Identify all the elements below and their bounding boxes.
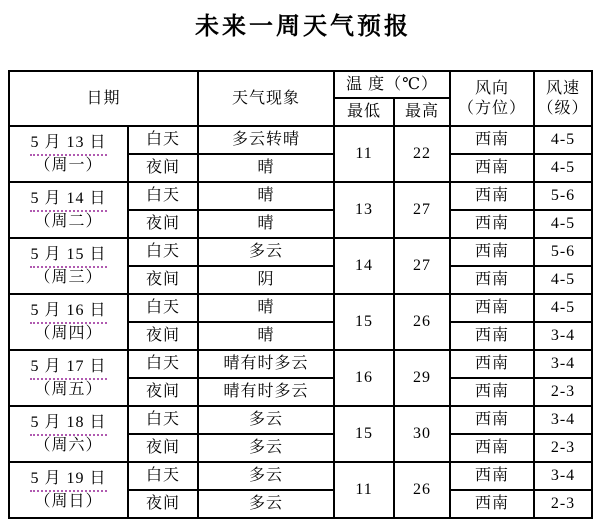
day-wind-speed: 4-5	[534, 126, 592, 154]
temp-max-value: 27	[394, 182, 450, 238]
night-wind-speed: 2-3	[534, 378, 592, 406]
period-night-label: 夜间	[128, 490, 198, 518]
period-day-label: 白天	[128, 238, 198, 266]
temp-max-value: 26	[394, 462, 450, 518]
table-row-day	[9, 350, 592, 378]
header-temp-max: 最高	[394, 98, 450, 126]
header-wind-direction-line2: （方位）	[458, 99, 527, 117]
weekday-text: （周五）	[34, 380, 103, 398]
day-weather: 晴有时多云	[198, 350, 334, 378]
period-day-label: 白天	[128, 462, 198, 490]
night-wind-direction: 西南	[450, 154, 534, 182]
day-wind-speed: 5-6	[534, 182, 592, 210]
date-cell	[9, 126, 128, 182]
day-wind-speed: 3-4	[534, 462, 592, 490]
night-weather: 多云	[198, 490, 334, 518]
day-wind-speed: 4-5	[534, 294, 592, 322]
temp-max-value: 22	[394, 126, 450, 182]
temp-min-value: 11	[334, 462, 394, 518]
period-night-label: 夜间	[128, 322, 198, 350]
date-text: 5 月 14 日	[30, 189, 106, 212]
temp-min-value: 16	[334, 350, 394, 406]
night-wind-direction: 西南	[450, 266, 534, 294]
table-row-day	[9, 182, 592, 210]
night-wind-direction: 西南	[450, 210, 534, 238]
date-text: 5 月 16 日	[30, 301, 106, 324]
night-wind-speed: 3-4	[534, 322, 592, 350]
header-wind-direction	[450, 71, 534, 126]
day-weather: 多云	[198, 462, 334, 490]
day-weather: 晴	[198, 182, 334, 210]
weekday-text: （周一）	[34, 156, 103, 174]
night-wind-speed: 2-3	[534, 490, 592, 518]
header-wind-speed-line1: 风速	[546, 79, 581, 97]
page-title: 未来一周天气预报	[195, 14, 411, 40]
weekday-text: （周三）	[34, 268, 103, 286]
day-wind-speed: 3-4	[534, 350, 592, 378]
day-wind-direction: 西南	[450, 462, 534, 490]
header-date: 日期	[9, 71, 198, 126]
night-weather: 阴	[198, 266, 334, 294]
period-day-label: 白天	[128, 294, 198, 322]
temp-max-value: 30	[394, 406, 450, 462]
temp-min-value: 15	[334, 294, 394, 350]
temp-min-value: 13	[334, 182, 394, 238]
night-weather: 多云	[198, 434, 334, 462]
table-row-day	[9, 126, 592, 154]
night-wind-direction: 西南	[450, 378, 534, 406]
weekday-text: （周六）	[34, 436, 103, 454]
table-row-day	[9, 462, 592, 490]
date-cell	[9, 462, 128, 518]
day-wind-direction: 西南	[450, 406, 534, 434]
date-text: 5 月 13 日	[30, 133, 106, 156]
header-wind-speed	[534, 71, 592, 126]
night-wind-direction: 西南	[450, 434, 534, 462]
table-header	[9, 71, 592, 126]
weekday-text: （周日）	[34, 492, 103, 510]
table-row-day	[9, 406, 592, 434]
weekday-text: （周二）	[34, 212, 103, 230]
date-cell	[9, 238, 128, 294]
period-day-label: 白天	[128, 406, 198, 434]
temp-max-value: 26	[394, 294, 450, 350]
period-day-label: 白天	[128, 350, 198, 378]
weather-forecast-table	[8, 70, 593, 519]
day-weather: 晴	[198, 294, 334, 322]
table-row-day	[9, 294, 592, 322]
day-wind-direction: 西南	[450, 350, 534, 378]
weekday-text: （周四）	[34, 324, 103, 342]
temp-min-value: 11	[334, 126, 394, 182]
period-night-label: 夜间	[128, 210, 198, 238]
night-weather: 晴	[198, 154, 334, 182]
date-cell	[9, 182, 128, 238]
date-cell	[9, 406, 128, 462]
day-weather: 多云转晴	[198, 126, 334, 154]
day-wind-direction: 西南	[450, 238, 534, 266]
day-wind-direction: 西南	[450, 126, 534, 154]
day-wind-direction: 西南	[450, 294, 534, 322]
date-text: 5 月 19 日	[30, 469, 106, 492]
night-weather: 晴	[198, 322, 334, 350]
temp-min-value: 14	[334, 238, 394, 294]
table-row-day	[9, 238, 592, 266]
day-weather: 多云	[198, 238, 334, 266]
day-wind-direction: 西南	[450, 182, 534, 210]
header-wind-speed-line2: （级）	[537, 99, 589, 117]
night-weather: 晴	[198, 210, 334, 238]
header-row-1	[9, 71, 592, 98]
night-wind-speed: 2-3	[534, 434, 592, 462]
temp-max-value: 29	[394, 350, 450, 406]
date-text: 5 月 15 日	[30, 245, 106, 268]
temp-min-value: 15	[334, 406, 394, 462]
period-night-label: 夜间	[128, 154, 198, 182]
period-day-label: 白天	[128, 126, 198, 154]
day-wind-speed: 3-4	[534, 406, 592, 434]
period-night-label: 夜间	[128, 434, 198, 462]
period-night-label: 夜间	[128, 378, 198, 406]
header-phenomenon: 天气现象	[198, 71, 334, 126]
date-text: 5 月 17 日	[30, 357, 106, 380]
night-wind-direction: 西南	[450, 490, 534, 518]
night-wind-speed: 4-5	[534, 154, 592, 182]
night-weather: 晴有时多云	[198, 378, 334, 406]
day-weather: 多云	[198, 406, 334, 434]
night-wind-speed: 4-5	[534, 266, 592, 294]
forecast-table-body	[9, 126, 592, 518]
period-night-label: 夜间	[128, 266, 198, 294]
temp-max-value: 27	[394, 238, 450, 294]
date-text: 5 月 18 日	[30, 413, 106, 436]
day-wind-speed: 5-6	[534, 238, 592, 266]
header-temp-min: 最低	[334, 98, 394, 126]
header-temperature: 温 度（℃）	[334, 71, 450, 98]
night-wind-speed: 4-5	[534, 210, 592, 238]
date-cell	[9, 294, 128, 350]
period-day-label: 白天	[128, 182, 198, 210]
date-cell	[9, 350, 128, 406]
night-wind-direction: 西南	[450, 322, 534, 350]
header-wind-direction-line1: 风向	[475, 79, 510, 97]
